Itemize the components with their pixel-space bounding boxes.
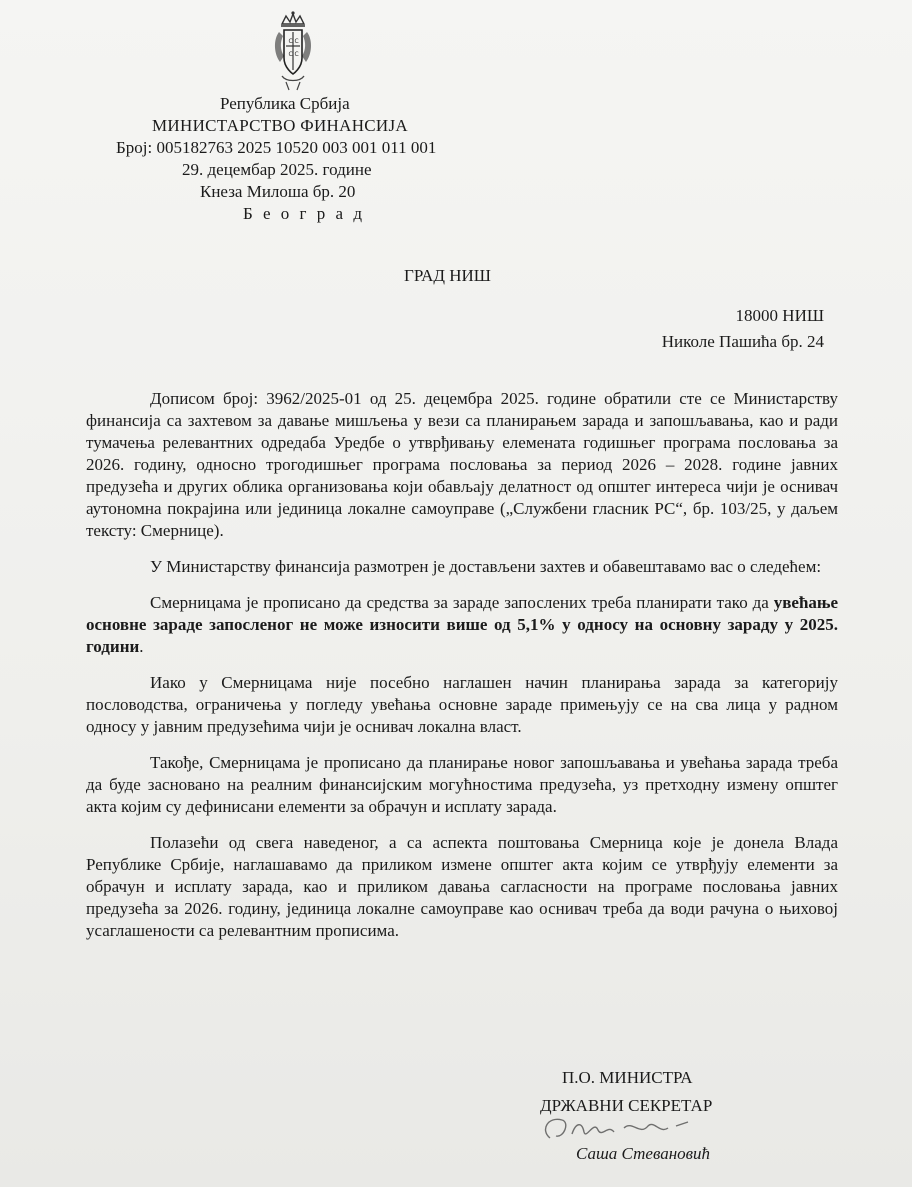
recipient-street: Николе Пашића бр. 24 [661, 332, 824, 351]
recipient-name: ГРАД НИШ [404, 266, 491, 285]
svg-text:С: С [288, 51, 293, 58]
recipient-zip-city: 18000 НИШ [735, 306, 824, 325]
paragraph-salary-limit [86, 592, 838, 658]
signature-name: Саша Стевановић [576, 1144, 711, 1163]
coat-of-arms-icon [270, 10, 316, 92]
paragraph-consideration: У Министарству финансија размотрен је достављени захтев и обавештавамо вас о следећем: [150, 557, 822, 576]
svg-text:С: С [294, 38, 299, 45]
letter-body [86, 388, 838, 956]
header-country: Република Србија [220, 94, 350, 113]
signature-title-line2: ДРЖАВНИ СЕКРЕТАР [540, 1096, 713, 1115]
paragraph-management: Иако у Смерницама није посебно наглашен начин планирања зарада за категорију пословодства, ограничења у погледу увећања основне зараде примењују се на сва лица у радном односу у јавним предузећима чији је оснивач локална власт. [86, 673, 838, 736]
salary-limit-highlight: увећање основне зараде запосленог не може износити више од 5,1% у односу на основну зараду у 2025. години [86, 593, 838, 656]
handwritten-signature [536, 1108, 706, 1148]
svg-text:С: С [294, 51, 299, 58]
paragraph-conclusion: Полазећи од свега наведеног, а са аспекта поштовања Смерница које је донела Влада Републике Србије, наглашавамо да приликом измене општег акта којим се утврђују елементи за обрачун и исплату зарада, као и приликом давања сагласности на програме пословања јавних предузећа за 2026. годину, јединица локалне самоуправе као оснивач треба да води рачуна о њиховој усаглашености са релевантним прописима. [86, 833, 838, 940]
salary-limit-end: . [139, 637, 144, 656]
svg-text:С: С [288, 38, 293, 45]
header-date: 29. децембар 2025. године [182, 160, 372, 179]
salary-limit-intro: Смерницама је прописано да средства за зараде запослених треба планирати тако да [150, 593, 774, 612]
paragraph-employment: Такође, Смерницама је прописано да планирање новог запошљавања и увећања зарада треба да буде засновано на реалним финансијским могућностима предузећа, уз претходну измену општег акта којим су дефинисани елементи за обрачун и исплату зарада. [86, 753, 838, 816]
header-ministry: МИНИСТАРСТВО ФИНАНСИЈА [152, 116, 408, 135]
header-reference-number: Број: 005182763 2025 10520 003 001 011 001 [116, 138, 437, 157]
header-address: Кнеза Милоша бр. 20 [200, 182, 356, 201]
signature-title-line1: П.О. МИНИСТРА [562, 1068, 693, 1087]
paragraph-request: Дописом број: 3962/2025-01 од 25. децембра 2025. године обратили сте се Министарству финансија са захтевом за давање мишљења у вези са планирањем зарада и запошљавања, као и ради тумачења релевантних одредаба Уредбе о утврђивању елемената годишњег програма пословања за 2026. годину, односно трогодишњег програма пословања за период 2026 – 2028. године јавних предузећа и других облика организовања који обављају делатност од општег интереса чији је оснивач аутономна покрајина или јединица локалне самоуправе („Службени гласник РС“, бр. 103/25, у даљем тексту: Смернице). [86, 389, 838, 540]
header-city: Б е о г р а д [243, 204, 365, 223]
